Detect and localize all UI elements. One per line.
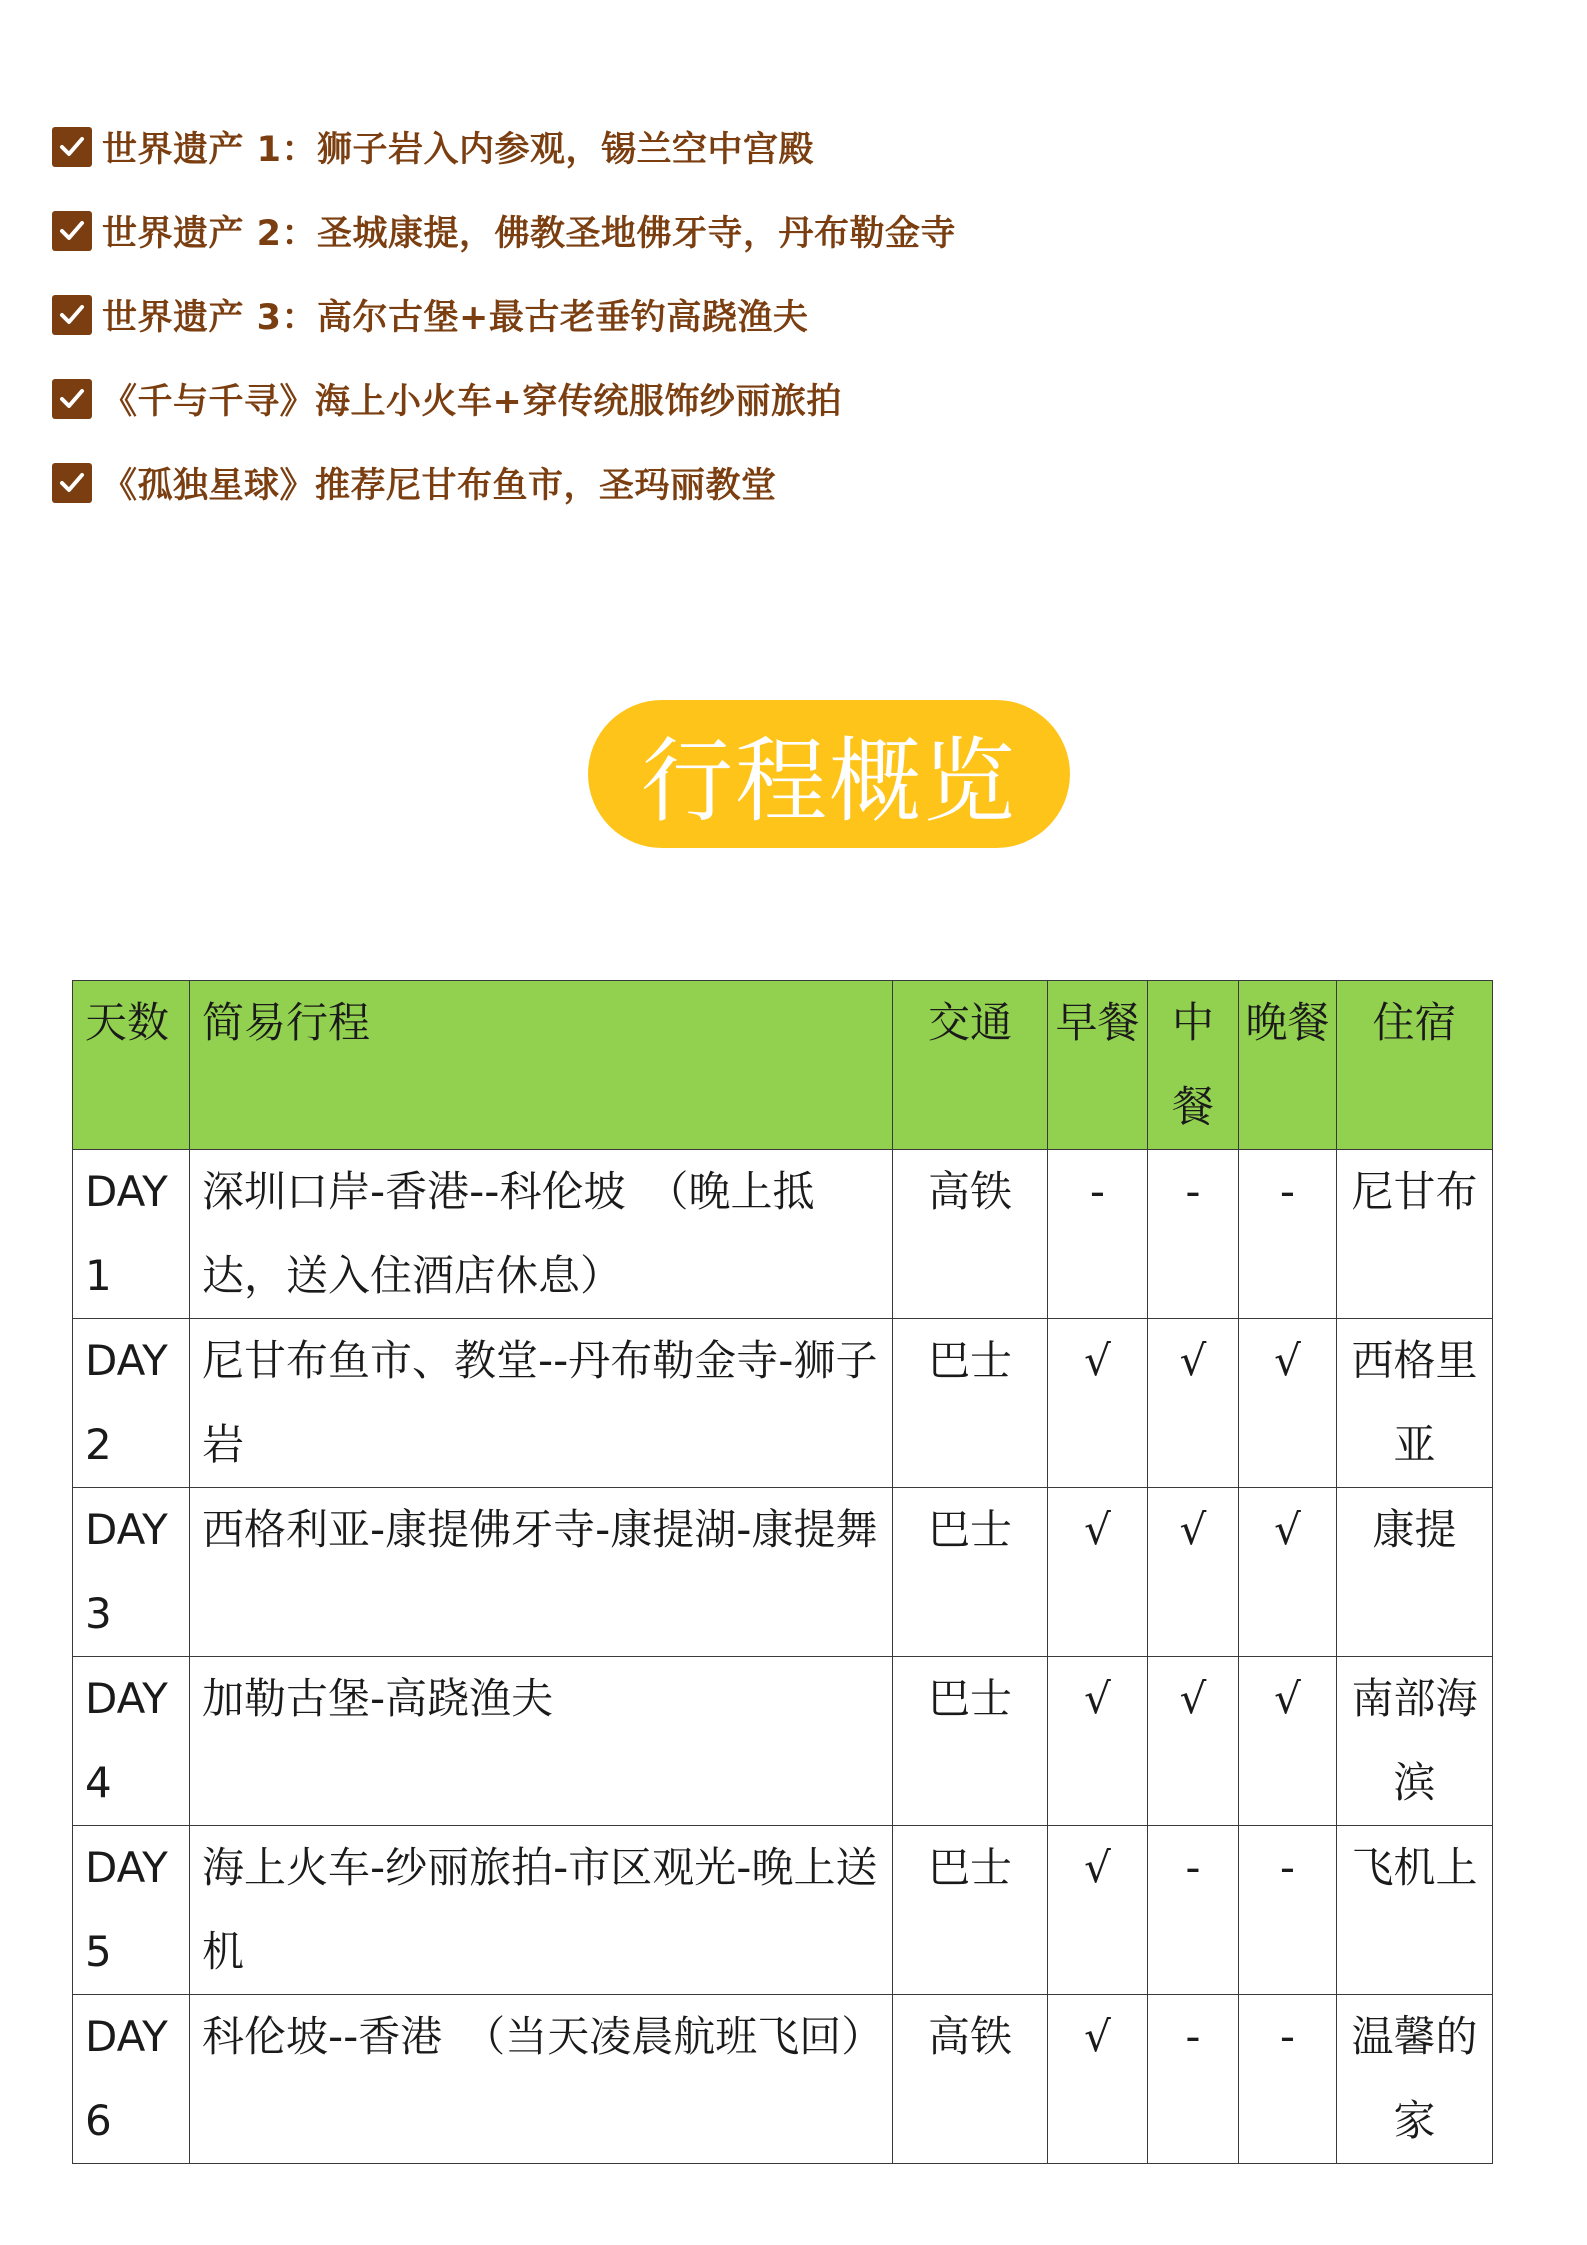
cell-itinerary: 尼甘布鱼市、教堂--丹布勒金寺-狮子岩 [190,1319,893,1488]
highlight-item [52,126,1252,168]
cell-day: DAY1 [73,1150,190,1319]
cell-transport: 巴士 [893,1826,1048,1995]
cell-breakfast: √ [1048,1826,1148,1995]
cell-hotel: 康提 [1337,1488,1493,1657]
highlight-item [52,294,1252,336]
highlights-list [52,126,1252,546]
cell-day: DAY4 [73,1657,190,1826]
header-hotel: 住宿 [1337,981,1493,1150]
cell-itinerary: 加勒古堡-高跷渔夫 [190,1657,893,1826]
cell-hotel: 西格里亚 [1337,1319,1493,1488]
header-dinner: 晚餐 [1239,981,1337,1150]
cell-breakfast: √ [1048,1319,1148,1488]
cell-hotel: 尼甘布 [1337,1150,1493,1319]
table-row [73,1150,1493,1319]
checkmark-icon [52,379,92,419]
cell-dinner: √ [1239,1488,1337,1657]
header-lunch: 中餐 [1148,981,1239,1150]
itinerary-table [72,980,1493,2164]
cell-itinerary: 西格利亚-康提佛牙寺-康提湖-康提舞 [190,1488,893,1657]
highlight-text: 《千与千寻》海上小火车+穿传统服饰纱丽旅拍 [102,382,842,422]
cell-lunch: √ [1148,1319,1239,1488]
cell-transport: 巴士 [893,1319,1048,1488]
cell-breakfast: √ [1048,1995,1148,2164]
table-row [73,1995,1493,2164]
header-transport: 交通 [893,981,1048,1150]
highlight-text: 世界遗产 3：高尔古堡+最古老垂钓高跷渔夫 [102,298,809,338]
cell-hotel: 南部海滨 [1337,1657,1493,1826]
cell-breakfast: √ [1048,1657,1148,1826]
table-row [73,1488,1493,1657]
cell-lunch: - [1148,1995,1239,2164]
header-day: 天数 [73,981,190,1150]
cell-itinerary: 深圳口岸-香港--科伦坡 （晚上抵达，送入住酒店休息） [190,1150,893,1319]
cell-hotel: 温馨的家 [1337,1995,1493,2164]
cell-dinner: √ [1239,1657,1337,1826]
cell-transport: 高铁 [893,1150,1048,1319]
cell-lunch: √ [1148,1488,1239,1657]
highlight-item [52,462,1252,504]
table-row [73,1826,1493,1995]
highlight-item [52,378,1252,420]
cell-dinner: - [1239,1826,1337,1995]
cell-transport: 高铁 [893,1995,1048,2164]
cell-day: DAY5 [73,1826,190,1995]
highlight-item [52,210,1252,252]
cell-dinner: √ [1239,1319,1337,1488]
highlight-text: 世界遗产 1：狮子岩入内参观，锡兰空中宫殿 [102,130,815,170]
highlight-text: 世界遗产 2：圣城康提，佛教圣地佛牙寺，丹布勒金寺 [102,214,957,254]
highlight-text: 《孤独星球》推荐尼甘布鱼市，圣玛丽教堂 [102,466,777,506]
cell-day: DAY6 [73,1995,190,2164]
header-breakfast: 早餐 [1048,981,1148,1150]
cell-dinner: - [1239,1995,1337,2164]
cell-transport: 巴士 [893,1657,1048,1826]
cell-hotel: 飞机上 [1337,1826,1493,1995]
section-title-badge [588,700,1070,848]
cell-dinner: - [1239,1150,1337,1319]
cell-lunch: - [1148,1826,1239,1995]
cell-itinerary: 科伦坡--香港 （当天凌晨航班飞回） [190,1995,893,2164]
cell-transport: 巴士 [893,1488,1048,1657]
table-header-row [73,981,1493,1150]
checkmark-icon [52,463,92,503]
table-row [73,1319,1493,1488]
cell-day: DAY3 [73,1488,190,1657]
cell-breakfast: - [1048,1150,1148,1319]
cell-lunch: - [1148,1150,1239,1319]
cell-lunch: √ [1148,1657,1239,1826]
checkmark-icon [52,295,92,335]
header-itinerary: 简易行程 [190,981,893,1150]
cell-day: DAY2 [73,1319,190,1488]
cell-breakfast: √ [1048,1488,1148,1657]
checkmark-icon [52,127,92,167]
section-title: 行程概览 [640,728,1017,835]
checkmark-icon [52,211,92,251]
table-row [73,1657,1493,1826]
cell-itinerary: 海上火车-纱丽旅拍-市区观光-晚上送机 [190,1826,893,1995]
